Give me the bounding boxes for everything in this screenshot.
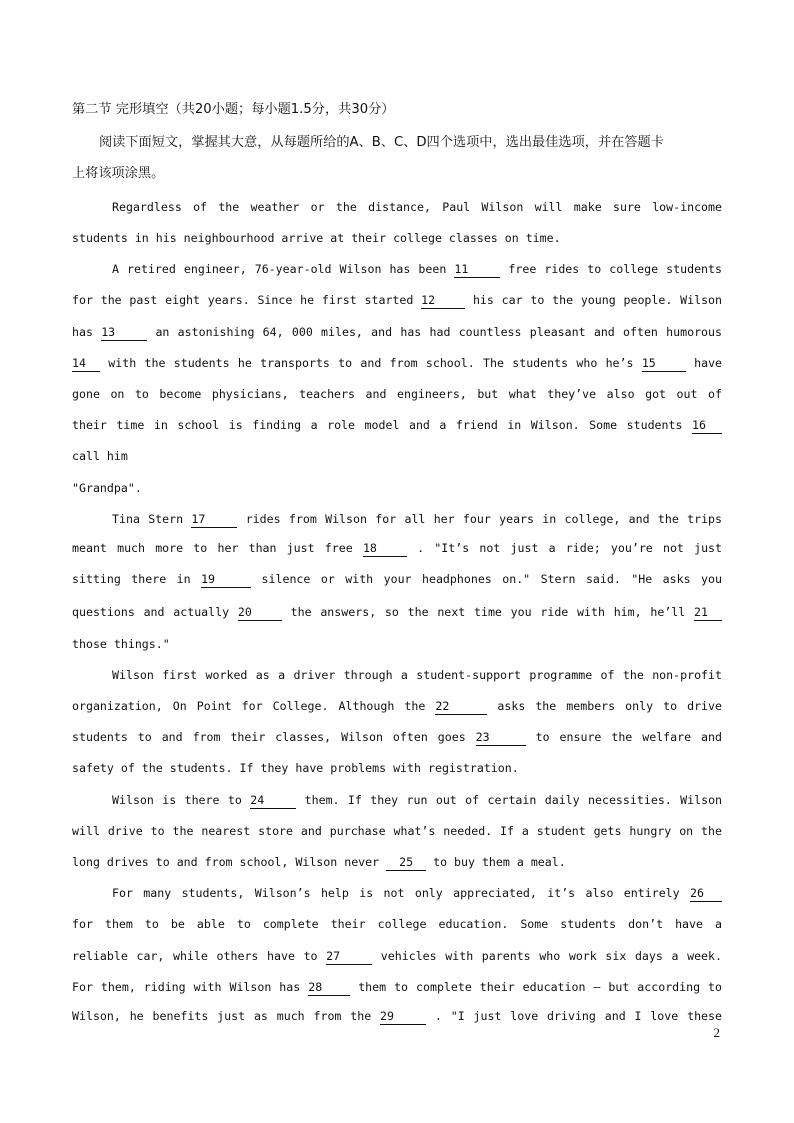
blank-20[interactable]: 20: [238, 605, 282, 621]
blank-25[interactable]: 25: [386, 855, 426, 871]
instruction-line-2: 上将该项涂黑。: [72, 166, 165, 181]
instruction-line-1: 阅读下面短文，掌握其大意，从每题所给的A、B、C、D四个选项中，选出最佳选项，并在答题卡: [99, 135, 664, 150]
passage-line: students in his neighbourhood arrive at their college classes on time.: [72, 231, 561, 245]
passage-line: Wilson is there to 24 them. If they run out of certain daily necessities. Wilson: [112, 793, 723, 807]
passage-line: long drives to and from school, Wilson never 25 to buy them a meal.: [72, 855, 566, 869]
blank-24[interactable]: 24: [250, 793, 296, 809]
passage-line: reliable car, while others have to 27 vehicles with parents who work six days a week.: [72, 949, 722, 963]
blank-12[interactable]: 12: [421, 293, 465, 309]
blank-26[interactable]: 26: [690, 886, 722, 902]
blank-29[interactable]: 29: [380, 1009, 426, 1025]
blank-17[interactable]: 17: [191, 512, 237, 528]
section-title: 第二节 完形填空（共20小题；每小题1.5分，共30分）: [72, 102, 395, 117]
blank-14[interactable]: 14: [72, 356, 100, 372]
passage-line: Wilson, he benefits just as much from the 29 . "I just love driving and I love these: [72, 1009, 722, 1023]
page-number: 2: [713, 1025, 720, 1040]
blank-28[interactable]: 28: [308, 980, 350, 996]
blank-16[interactable]: 16: [692, 418, 722, 434]
passage-line: Tina Stern 17 rides from Wilson for all her four years in college, and the trips: [112, 512, 723, 526]
blank-19[interactable]: 19: [201, 572, 251, 588]
passage-line: for the past eight years. Since he first started 12 his car to the young people. Wilson: [72, 293, 723, 307]
blank-13[interactable]: 13: [101, 325, 147, 341]
passage-line: meant much more to her than just free 18 . "It’s not just a ride; you’re not just: [72, 541, 723, 555]
passage-line: has 13 an astonishing 64, 000 miles, and has had countless pleasant and often humorous: [72, 325, 722, 339]
passage-line: organization, On Point for College. Although the 22 asks the members only to drive: [72, 699, 722, 713]
passage-line: their time in school is finding a role model and a friend in Wilson. Some students 16: [72, 416, 722, 434]
passage-line: students to and from their classes, Wilson often goes 23 to ensure the welfare and: [72, 730, 722, 744]
passage-line: questions and actually 20 the answers, so the next time you ride with him, he’ll 21: [72, 603, 722, 621]
passage-line: call him: [72, 449, 128, 463]
passage-line: safety of the students. If they have problems with registration.: [72, 761, 519, 775]
passage-line: "Grandpa".: [72, 481, 142, 495]
blank-23[interactable]: 23: [476, 730, 526, 746]
passage-line: Regardless of the weather or the distance, Paul Wilson will make sure low-income: [112, 200, 722, 214]
blank-27[interactable]: 27: [326, 949, 372, 965]
passage-line: gone on to become physicians, teachers and engineers, but what they’ve also got out of: [72, 387, 722, 401]
passage-line: A retired engineer, 76-year-old Wilson has been 11 free rides to college students: [112, 262, 722, 276]
passage-line: For them, riding with Wilson has 28 them to complete their education — but according to: [72, 980, 723, 994]
passage-line: Wilson first worked as a driver through a student-support programme of the non-profit: [112, 668, 722, 682]
blank-15[interactable]: 15: [642, 356, 686, 372]
passage-line: for them to be able to complete their college education. Some students don’t have a: [72, 917, 722, 931]
passage-line: For many students, Wilson’s help is not only appreciated, it’s also entirely 26: [112, 884, 722, 902]
blank-21[interactable]: 21: [694, 605, 722, 621]
blank-22[interactable]: 22: [435, 699, 487, 715]
blank-11[interactable]: 11: [454, 262, 500, 278]
blank-18[interactable]: 18: [363, 541, 407, 557]
passage-line: those things.": [72, 637, 170, 651]
passage-line: 14 with the students he transports to and from school. The students who he’s 15 have: [72, 356, 723, 370]
passage-line: will drive to the nearest store and purchase what’s needed. If a student gets hungry on the: [72, 824, 722, 838]
passage-line: sitting there in 19 silence or with your headphones on." Stern said. "He asks you: [72, 572, 722, 586]
